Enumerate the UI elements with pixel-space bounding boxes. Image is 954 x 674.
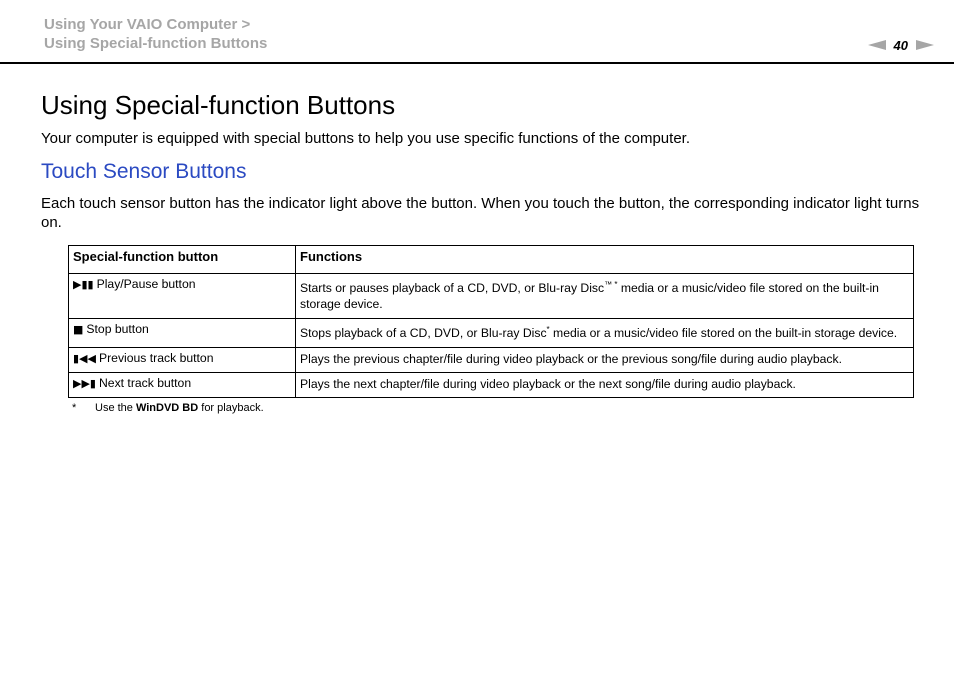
page-header [0, 0, 954, 64]
table-row [69, 319, 914, 348]
button-label: Previous track button [98, 351, 214, 365]
breadcrumb-current[interactable]: Using Special-function Buttons [44, 35, 268, 52]
special-function-table [68, 245, 914, 398]
button-label: Play/Pause button [96, 277, 196, 291]
trademark-footnote-mark: ™ * [604, 280, 618, 289]
previous-page-arrow-icon[interactable] [868, 40, 886, 50]
function-cell [296, 348, 914, 373]
footnote-mark: * [546, 325, 550, 334]
stop-icon: ■ [73, 323, 84, 336]
button-cell [69, 373, 296, 398]
footnote-mark: * [72, 402, 77, 414]
page-title: Using Special-function Buttons [41, 90, 396, 120]
button-label: Next track button [98, 376, 192, 390]
page-navigator [868, 37, 934, 53]
button-cell [69, 274, 296, 319]
page-number: 40 [893, 37, 908, 53]
previous-track-icon: ▮◀◀ [73, 352, 96, 365]
column-header-button: Special-function button [69, 246, 296, 274]
function-text: Stops playback of a CD, DVD, or Blu-ray Disc [300, 326, 547, 340]
button-cell [69, 348, 296, 373]
table-row [69, 348, 914, 373]
function-text: Plays the next chapter/file during video playback or the next song/file during audio playback. [300, 377, 796, 391]
table-header-row [69, 246, 914, 274]
table-row [69, 274, 914, 319]
button-cell [69, 319, 296, 348]
section-heading: Touch Sensor Buttons [41, 160, 247, 183]
play-pause-icon: ▶▮▮ [73, 278, 94, 291]
header-divider [0, 62, 954, 64]
footnote-text-post: for playback. [198, 402, 264, 414]
breadcrumb-parent[interactable]: Using Your VAIO Computer > [44, 16, 251, 33]
footnote [72, 402, 264, 414]
footnote-text-pre: Use the [95, 402, 136, 414]
next-page-arrow-icon[interactable] [916, 40, 934, 50]
function-cell [296, 274, 914, 319]
footnote-app-name: WinDVD BD [135, 402, 199, 414]
next-track-icon: ▶▶▮ [73, 377, 96, 390]
intro-text: Your computer is equipped with special buttons to help you use specific functions of the computer. [41, 130, 690, 147]
table-row [69, 373, 914, 398]
function-cell [296, 319, 914, 348]
button-label: Stop button [86, 322, 149, 336]
function-text-cont: media or a music/video file stored on the built-in storage device. [300, 281, 879, 311]
section-paragraph: Each touch sensor button has the indicator light above the button. When you touch the button, the corresponding indicator light turns on. [41, 195, 920, 231]
function-text: Starts or pauses playback of a CD, DVD, or Blu-ray Disc [300, 281, 605, 295]
function-text: Plays the previous chapter/file during video playback or the previous song/file during audio playback. [300, 352, 842, 366]
function-cell [296, 373, 914, 398]
column-header-functions: Functions [296, 246, 914, 274]
function-text-cont: media or a music/video file stored on the built-in storage device. [549, 326, 898, 340]
